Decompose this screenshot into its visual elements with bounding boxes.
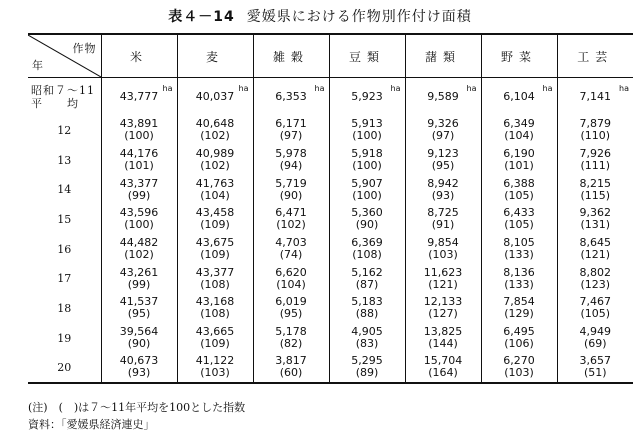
area-value: 9,123: [427, 147, 459, 161]
base-value: 6,353: [275, 89, 307, 103]
index-value: (104): [200, 188, 230, 202]
year-cell: 14: [57, 183, 72, 197]
base-value-cell: [101, 78, 177, 116]
data-cell: [405, 294, 481, 324]
index-value: (102): [276, 218, 306, 232]
index-value: (109): [200, 337, 230, 351]
base-value: 43,777: [119, 89, 159, 103]
base-value: 40,037: [195, 89, 235, 103]
column-header: 工芸: [557, 34, 633, 78]
index-value: (100): [124, 218, 154, 232]
data-cell: [101, 205, 177, 235]
data-cell: [329, 116, 405, 146]
table-number: 表４－14: [168, 9, 235, 25]
data-cell: [481, 145, 557, 175]
year-label: 年: [32, 59, 44, 72]
area-value: 43,377: [119, 176, 159, 190]
area-value: 5,918: [351, 147, 383, 161]
data-cell: [101, 353, 177, 383]
index-value: (102): [200, 159, 230, 173]
area-value: 4,905: [351, 325, 383, 339]
area-value: 5,360: [351, 206, 383, 220]
data-cell: [481, 264, 557, 294]
data-cell: [253, 175, 329, 205]
data-cell: [405, 116, 481, 146]
index-value: (102): [200, 129, 230, 143]
index-value: (102): [124, 248, 154, 262]
base-year-cell: [28, 78, 101, 116]
data-cell: [253, 205, 329, 235]
index-value: (100): [124, 129, 154, 143]
data-cell: [405, 175, 481, 205]
index-value: (97): [431, 129, 455, 143]
index-value: (99): [127, 188, 151, 202]
area-value: 5,913: [351, 117, 383, 131]
index-value: (90): [127, 337, 151, 351]
index-value: (103): [504, 366, 534, 380]
area-value: 5,978: [275, 147, 307, 161]
area-value: 41,122: [195, 354, 235, 368]
index-value: (131): [580, 218, 611, 232]
index-value: (89): [355, 366, 379, 380]
data-cell: [329, 264, 405, 294]
index-value: (97): [279, 129, 303, 143]
data-cell: [253, 264, 329, 294]
data-cell: [101, 175, 177, 205]
data-cell: [481, 323, 557, 353]
data-cell: [557, 175, 633, 205]
base-year-line2: 平 均: [31, 96, 79, 110]
area-value: 12,133: [423, 295, 463, 309]
table-source: 資料：「愛媛県経済連史」: [28, 418, 155, 431]
index-value: (115): [580, 188, 611, 202]
index-value: (99): [127, 277, 151, 291]
index-value: (133): [504, 248, 534, 262]
unit-label: ha: [542, 83, 553, 93]
area-value: 44,482: [119, 236, 159, 250]
unit-label: ha: [314, 83, 325, 93]
data-cell: [101, 264, 177, 294]
data-cell: [557, 116, 633, 146]
index-value: (121): [428, 277, 458, 291]
data-cell: [405, 264, 481, 294]
index-value: (164): [428, 366, 458, 380]
data-cell: [177, 353, 253, 383]
data-cell: [481, 353, 557, 383]
area-value: 7,854: [503, 295, 535, 309]
data-cell: [177, 116, 253, 146]
area-value: 5,178: [275, 325, 307, 339]
area-value: 13,825: [423, 325, 463, 339]
data-cell: [557, 234, 633, 264]
area-value: 6,171: [275, 117, 307, 131]
index-value: (110): [580, 129, 611, 143]
data-cell: [405, 353, 481, 383]
unit-label: ha: [238, 83, 249, 93]
data-cell: [253, 353, 329, 383]
area-value: 6,270: [503, 354, 535, 368]
area-value: 6,388: [503, 176, 535, 190]
index-value: (95): [279, 307, 303, 321]
area-value: 7,879: [579, 117, 611, 131]
area-value: 43,675: [195, 236, 235, 250]
data-cell: [177, 323, 253, 353]
data-cell: [177, 175, 253, 205]
year-cell: 19: [57, 331, 72, 345]
area-value: 7,926: [579, 147, 611, 161]
table-title: [0, 6, 640, 26]
column-header: 藷類: [405, 34, 481, 78]
data-cell: [329, 234, 405, 264]
year-cell: 17: [57, 272, 72, 286]
area-value: 3,657: [579, 354, 611, 368]
index-value: (87): [355, 277, 379, 291]
year-cell: 15: [57, 212, 72, 226]
area-value: 6,433: [503, 206, 535, 220]
data-cell: [253, 323, 329, 353]
year-cell: 12: [57, 123, 72, 137]
index-value: (108): [200, 307, 230, 321]
table-row: [28, 234, 633, 264]
data-cell: [177, 234, 253, 264]
table-note: (注) ( )は７～11年平均を100とした指数: [28, 401, 246, 414]
data-cell: [557, 264, 633, 294]
area-value: 6,349: [503, 117, 535, 131]
index-value: (60): [279, 366, 303, 380]
index-value: (121): [580, 248, 611, 262]
index-value: (133): [504, 277, 534, 291]
base-value-cell: [405, 78, 481, 116]
index-value: (123): [580, 277, 611, 291]
base-value-cell: [253, 78, 329, 116]
index-value: (74): [279, 248, 303, 262]
index-value: (51): [583, 366, 607, 380]
index-value: (100): [352, 188, 382, 202]
area-value: 8,942: [427, 176, 459, 190]
data-cell: [253, 145, 329, 175]
area-value: 9,854: [427, 236, 459, 250]
index-value: (101): [504, 159, 534, 173]
unit-label: ha: [619, 83, 629, 93]
index-value: (108): [200, 277, 230, 291]
area-value: 3,817: [275, 354, 307, 368]
index-value: (101): [124, 159, 154, 173]
index-value: (88): [355, 307, 379, 321]
area-value: 6,369: [351, 236, 383, 250]
area-value: 8,105: [503, 236, 535, 250]
table-row: [28, 116, 633, 146]
data-cell: [557, 205, 633, 235]
year-cell: 16: [57, 242, 72, 256]
corner-header: [28, 34, 101, 78]
table-title-text: 愛媛県における作物別作付け面積: [246, 9, 472, 25]
table-row: [28, 175, 633, 205]
area-value: 39,564: [119, 325, 159, 339]
index-value: (90): [355, 218, 379, 232]
data-cell: [177, 264, 253, 294]
data-cell: [101, 234, 177, 264]
index-value: (90): [279, 188, 303, 202]
base-value-cell: [177, 78, 253, 116]
data-cell: [405, 145, 481, 175]
area-value: 43,596: [119, 206, 159, 220]
table-row: [28, 294, 633, 324]
index-value: (83): [355, 337, 379, 351]
base-value: 9,589: [427, 89, 459, 103]
data-cell: [177, 205, 253, 235]
index-value: (100): [352, 129, 382, 143]
index-value: (105): [504, 188, 534, 202]
data-cell: [329, 205, 405, 235]
area-value: 15,704: [423, 354, 463, 368]
index-value: (105): [504, 218, 534, 232]
area-value: 9,326: [427, 117, 459, 131]
index-value: (95): [431, 159, 455, 173]
index-value: (91): [431, 218, 455, 232]
column-header: 野菜: [481, 34, 557, 78]
crop-area-table: [28, 33, 633, 384]
table-row: [28, 264, 633, 294]
area-value: 6,495: [503, 325, 535, 339]
data-cell: [329, 323, 405, 353]
area-value: 6,019: [275, 295, 307, 309]
table-row: [28, 323, 633, 353]
column-header: 米: [101, 34, 177, 78]
area-value: 40,673: [119, 354, 159, 368]
column-header: 豆類: [329, 34, 405, 78]
area-value: 43,891: [119, 117, 159, 131]
index-value: (100): [352, 159, 382, 173]
index-value: (127): [428, 307, 458, 321]
index-value: (106): [504, 337, 534, 351]
area-value: 8,136: [503, 265, 535, 279]
year-cell: 13: [57, 153, 72, 167]
data-cell: [253, 294, 329, 324]
data-cell: [329, 294, 405, 324]
area-value: 8,645: [579, 236, 611, 250]
area-value: 43,377: [195, 265, 235, 279]
area-value: 41,763: [195, 176, 235, 190]
data-cell: [481, 175, 557, 205]
unit-label: ha: [162, 83, 173, 93]
data-cell: [405, 205, 481, 235]
data-cell: [177, 294, 253, 324]
data-cell: [101, 323, 177, 353]
table-row: [28, 353, 633, 383]
index-value: (109): [200, 248, 230, 262]
area-value: 8,725: [427, 206, 459, 220]
data-cell: [253, 234, 329, 264]
index-value: (104): [504, 129, 534, 143]
area-value: 7,467: [579, 295, 611, 309]
column-header: 麦: [177, 34, 253, 78]
area-value: 43,168: [195, 295, 235, 309]
table-row: [28, 145, 633, 175]
table-row: [28, 205, 633, 235]
data-cell: [557, 353, 633, 383]
data-cell: [101, 116, 177, 146]
data-cell: [557, 294, 633, 324]
area-value: 43,458: [195, 206, 235, 220]
header-row: [28, 34, 633, 78]
area-value: 9,362: [579, 206, 611, 220]
index-value: (69): [583, 337, 607, 351]
area-value: 6,190: [503, 147, 535, 161]
year-cell: 18: [57, 301, 72, 315]
index-value: (105): [580, 307, 611, 321]
area-value: 5,907: [351, 176, 383, 190]
area-value: 43,261: [119, 265, 159, 279]
index-value: (103): [200, 366, 230, 380]
base-row: [28, 78, 633, 116]
crop-label: 作物: [72, 42, 97, 55]
area-value: 5,162: [351, 265, 383, 279]
data-cell: [481, 116, 557, 146]
data-cell: [329, 145, 405, 175]
base-value: 5,923: [351, 89, 383, 103]
base-value: 7,141: [579, 89, 611, 103]
area-value: 4,703: [275, 236, 307, 250]
data-cell: [557, 323, 633, 353]
data-cell: [557, 145, 633, 175]
year-cell: 20: [28, 353, 101, 383]
area-value: 6,471: [275, 206, 307, 220]
unit-label: ha: [390, 83, 401, 93]
index-value: (104): [276, 277, 306, 291]
table-body: [28, 78, 633, 383]
data-cell: [481, 294, 557, 324]
index-value: (94): [279, 159, 303, 173]
data-cell: [481, 205, 557, 235]
area-value: 44,176: [119, 147, 159, 161]
area-value: 43,665: [195, 325, 235, 339]
index-value: (82): [279, 337, 303, 351]
data-cell: [329, 175, 405, 205]
area-value: 11,623: [423, 265, 463, 279]
area-value: 41,537: [119, 295, 159, 309]
area-value: 8,215: [579, 176, 611, 190]
index-value: (129): [504, 307, 534, 321]
data-cell: [405, 234, 481, 264]
area-value: 40,989: [195, 147, 235, 161]
data-cell: [101, 145, 177, 175]
data-cell: [405, 323, 481, 353]
base-year-line1: 昭和７～11: [31, 83, 95, 97]
index-value: (111): [580, 159, 611, 173]
area-value: 5,183: [351, 295, 383, 309]
area-value: 5,295: [351, 354, 383, 368]
base-value-cell: [329, 78, 405, 116]
index-value: (108): [352, 248, 382, 262]
area-value: 5,719: [275, 176, 307, 190]
index-value: (95): [127, 307, 151, 321]
data-cell: [253, 116, 329, 146]
data-cell: [329, 353, 405, 383]
index-value: (109): [200, 218, 230, 232]
area-value: 6,620: [275, 265, 307, 279]
base-value-cell: [481, 78, 557, 116]
index-value: (93): [127, 366, 151, 380]
index-value: (103): [428, 248, 458, 262]
base-value-cell: [557, 78, 633, 116]
data-cell: [101, 294, 177, 324]
area-value: 8,802: [579, 265, 611, 279]
data-cell: [481, 234, 557, 264]
base-value: 6,104: [503, 89, 535, 103]
column-header: 雑穀: [253, 34, 329, 78]
unit-label: ha: [466, 83, 477, 93]
index-value: (144): [428, 337, 458, 351]
data-cell: [177, 145, 253, 175]
area-value: 4,949: [579, 325, 611, 339]
index-value: (93): [431, 188, 455, 202]
area-value: 40,648: [195, 117, 235, 131]
